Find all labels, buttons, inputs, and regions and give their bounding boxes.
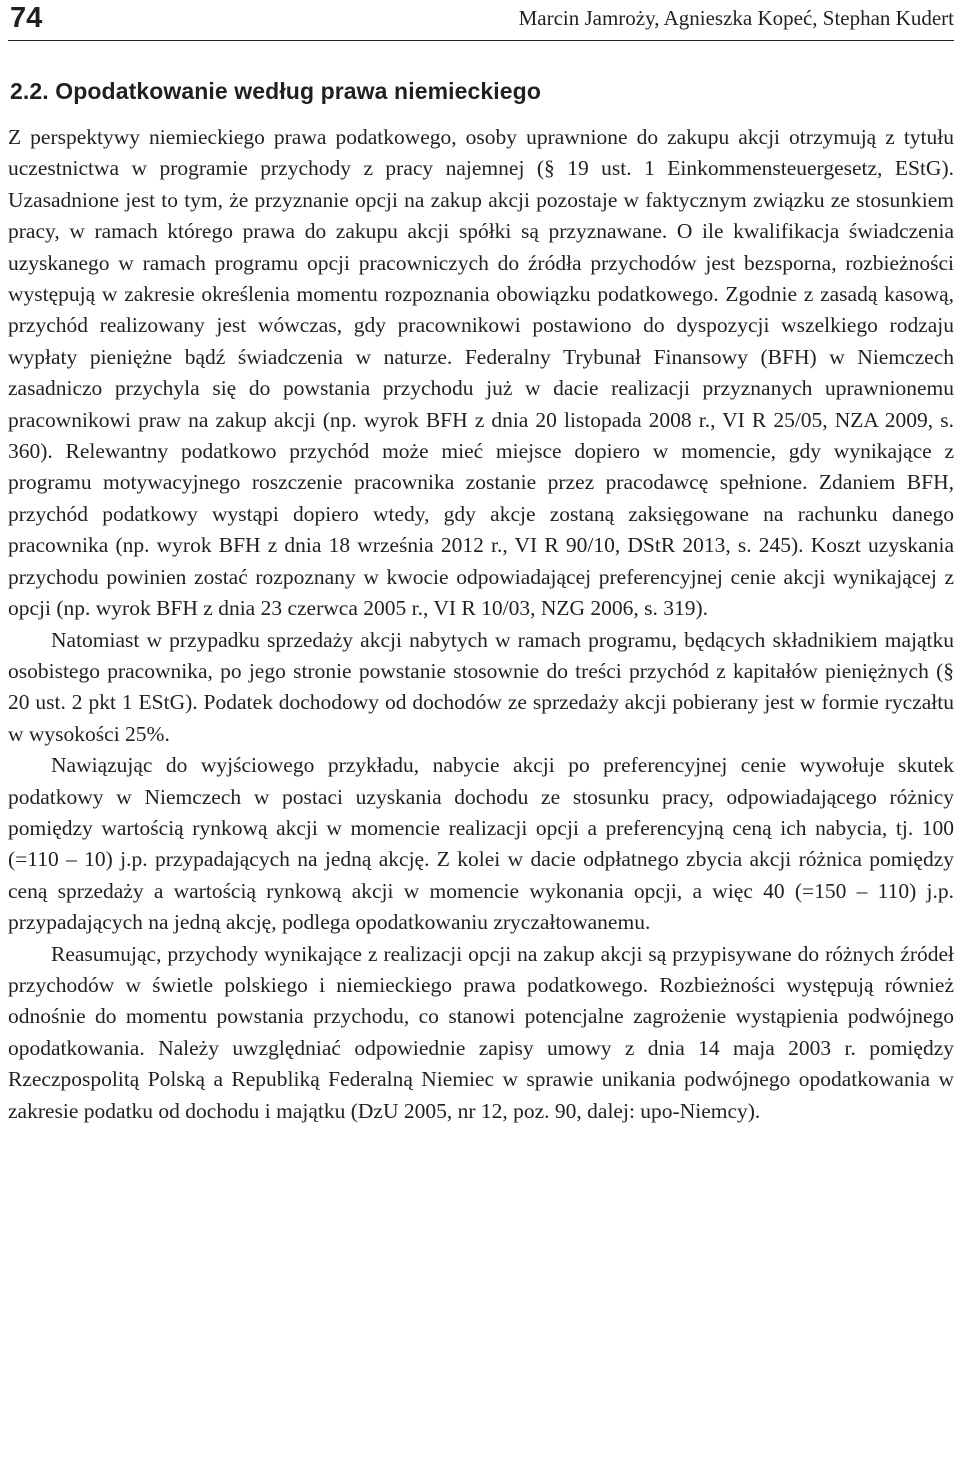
running-header bbox=[8, 0, 954, 41]
page-number: 74 bbox=[10, 2, 43, 34]
document-page bbox=[8, 0, 954, 1127]
paragraph-4: Reasumując, przychody wynikające z realizacji opcji na zakup akcji są przypisywane do różnych źródeł przychodów w świetle polskiego i niemieckiego prawa podatkowego. Rozbieżności występują również odnośnie do momentu powstania przychodu, co stanowi potencjalne zagrożenie wystąpienia podwójnego opodatkowania. Należy uwzględniać odpowiednie zapisy umowy z dnia 14 maja 2003 r. pomiędzy Rzeczpospolitą Polską a Republiką Federalną Niemiec w sprawie unikania podwójnego opodatkowania w zakresie podatku od dochodu i majątku (DzU 2005, nr 12, poz. 90, dalej: upo-Niemcy). bbox=[8, 941, 954, 1123]
paragraph-2: Natomiast w przypadku sprzedaży akcji nabytych w ramach programu, będących składnikiem majątku osobistego pracownika, po jego stronie powstanie stosownie do treści przychód z kapitałów pieniężnych (§ 20 ust. 2 pkt 1 EStG). Podatek dochodowy od dochodów ze sprzedaży akcji pobierany jest w formie ryczałtu w wysokości 25%. bbox=[8, 627, 954, 746]
paragraph-1: Z perspektywy niemieckiego prawa podatkowego, osoby uprawnione do zakupu akcji otrzymują z tytułu uczestnictwa w programie przychody z pracy najemnej (§ 19 ust. 1 Einkommensteuergesetz, EStG). Uzasadnione jest to tym, że przyznanie opcji na zakup akcji pozostaje w faktycznym związku ze stosunkiem pracy, w ramach którego prawa do zakupu akcji spółki są przyznawane. O ile kwalifikacja świadczenia uzyskanego w ramach programu opcji pracowniczych do źródła przychodów jest bezsporna, rozbieżności występują w zakresie określenia momentu rozpoznania obowiązku podatkowego. Zgodnie z zasadą kasową, przychód realizowany jest wówczas, gdy pracownikowi postawiono do dyspozycji wszelkiego rodzaju wypłaty pieniężne bądź świadczenia w naturze. Federalny Trybunał Finansowy (BFH) w Niemczech zasadniczo przychyla się do powstania przychodu już w dacie realizacji przyznanych uprawnionemu pracownikowi praw na zakup akcji (np. wyrok BFH z dnia 20 listopada 2008 r., VI R 25/05, NZA 2009, s. 360). Relewantny podatkowo przychód może mieć miejsce dopiero w momencie, gdy wynikające z programu motywacyjnego roszczenie pracownika zostanie przez pracodawcę spełnione. Zdaniem BFH, przychód podatkowy wystąpi dopiero wtedy, gdy akcje zostaną zaksięgowane na rachunku danego pracownika (np. wyrok BFH z dnia 18 września 2012 r., VI R 90/10, DStR 2013, s. 245). Koszt uzyskania przychodu powinien zostać rozpoznany w kwocie odpowiadającej preferencyjnej cenie akcji wynikającej z opcji (np. wyrok BFH z dnia 23 czerwca 2005 r., VI R 10/03, NZG 2006, s. 319). bbox=[8, 125, 954, 621]
section-heading: 2.2. Opodatkowanie według prawa niemieckiego bbox=[10, 78, 541, 104]
running-header-authors: Marcin Jamroży, Agnieszka Kopeć, Stephan Kudert bbox=[518, 6, 954, 30]
paragraph-3: Nawiązując do wyjściowego przykładu, nabycie akcji po preferencyjnej cenie wywołuje skutek podatkowy w Niemczech w postaci uzyskania dochodu ze stosunku pracy, odpowiadającego różnicy pomiędzy wartością rynkową akcji w momencie realizacji opcji a preferencyjną ceną ich nabycia, tj. 100 (=110 – 10) j.p. przypadających na jedną akcję. Z kolei w dacie odpłatnego zbycia akcji różnica pomiędzy ceną sprzedaży a wartością rynkową akcji w momencie wykonania opcji, a więc 40 (=150 – 110) j.p. przypadających na jedną akcję, podlega opodatkowaniu zryczałtowanemu. bbox=[8, 753, 954, 935]
body-text bbox=[8, 122, 954, 1127]
